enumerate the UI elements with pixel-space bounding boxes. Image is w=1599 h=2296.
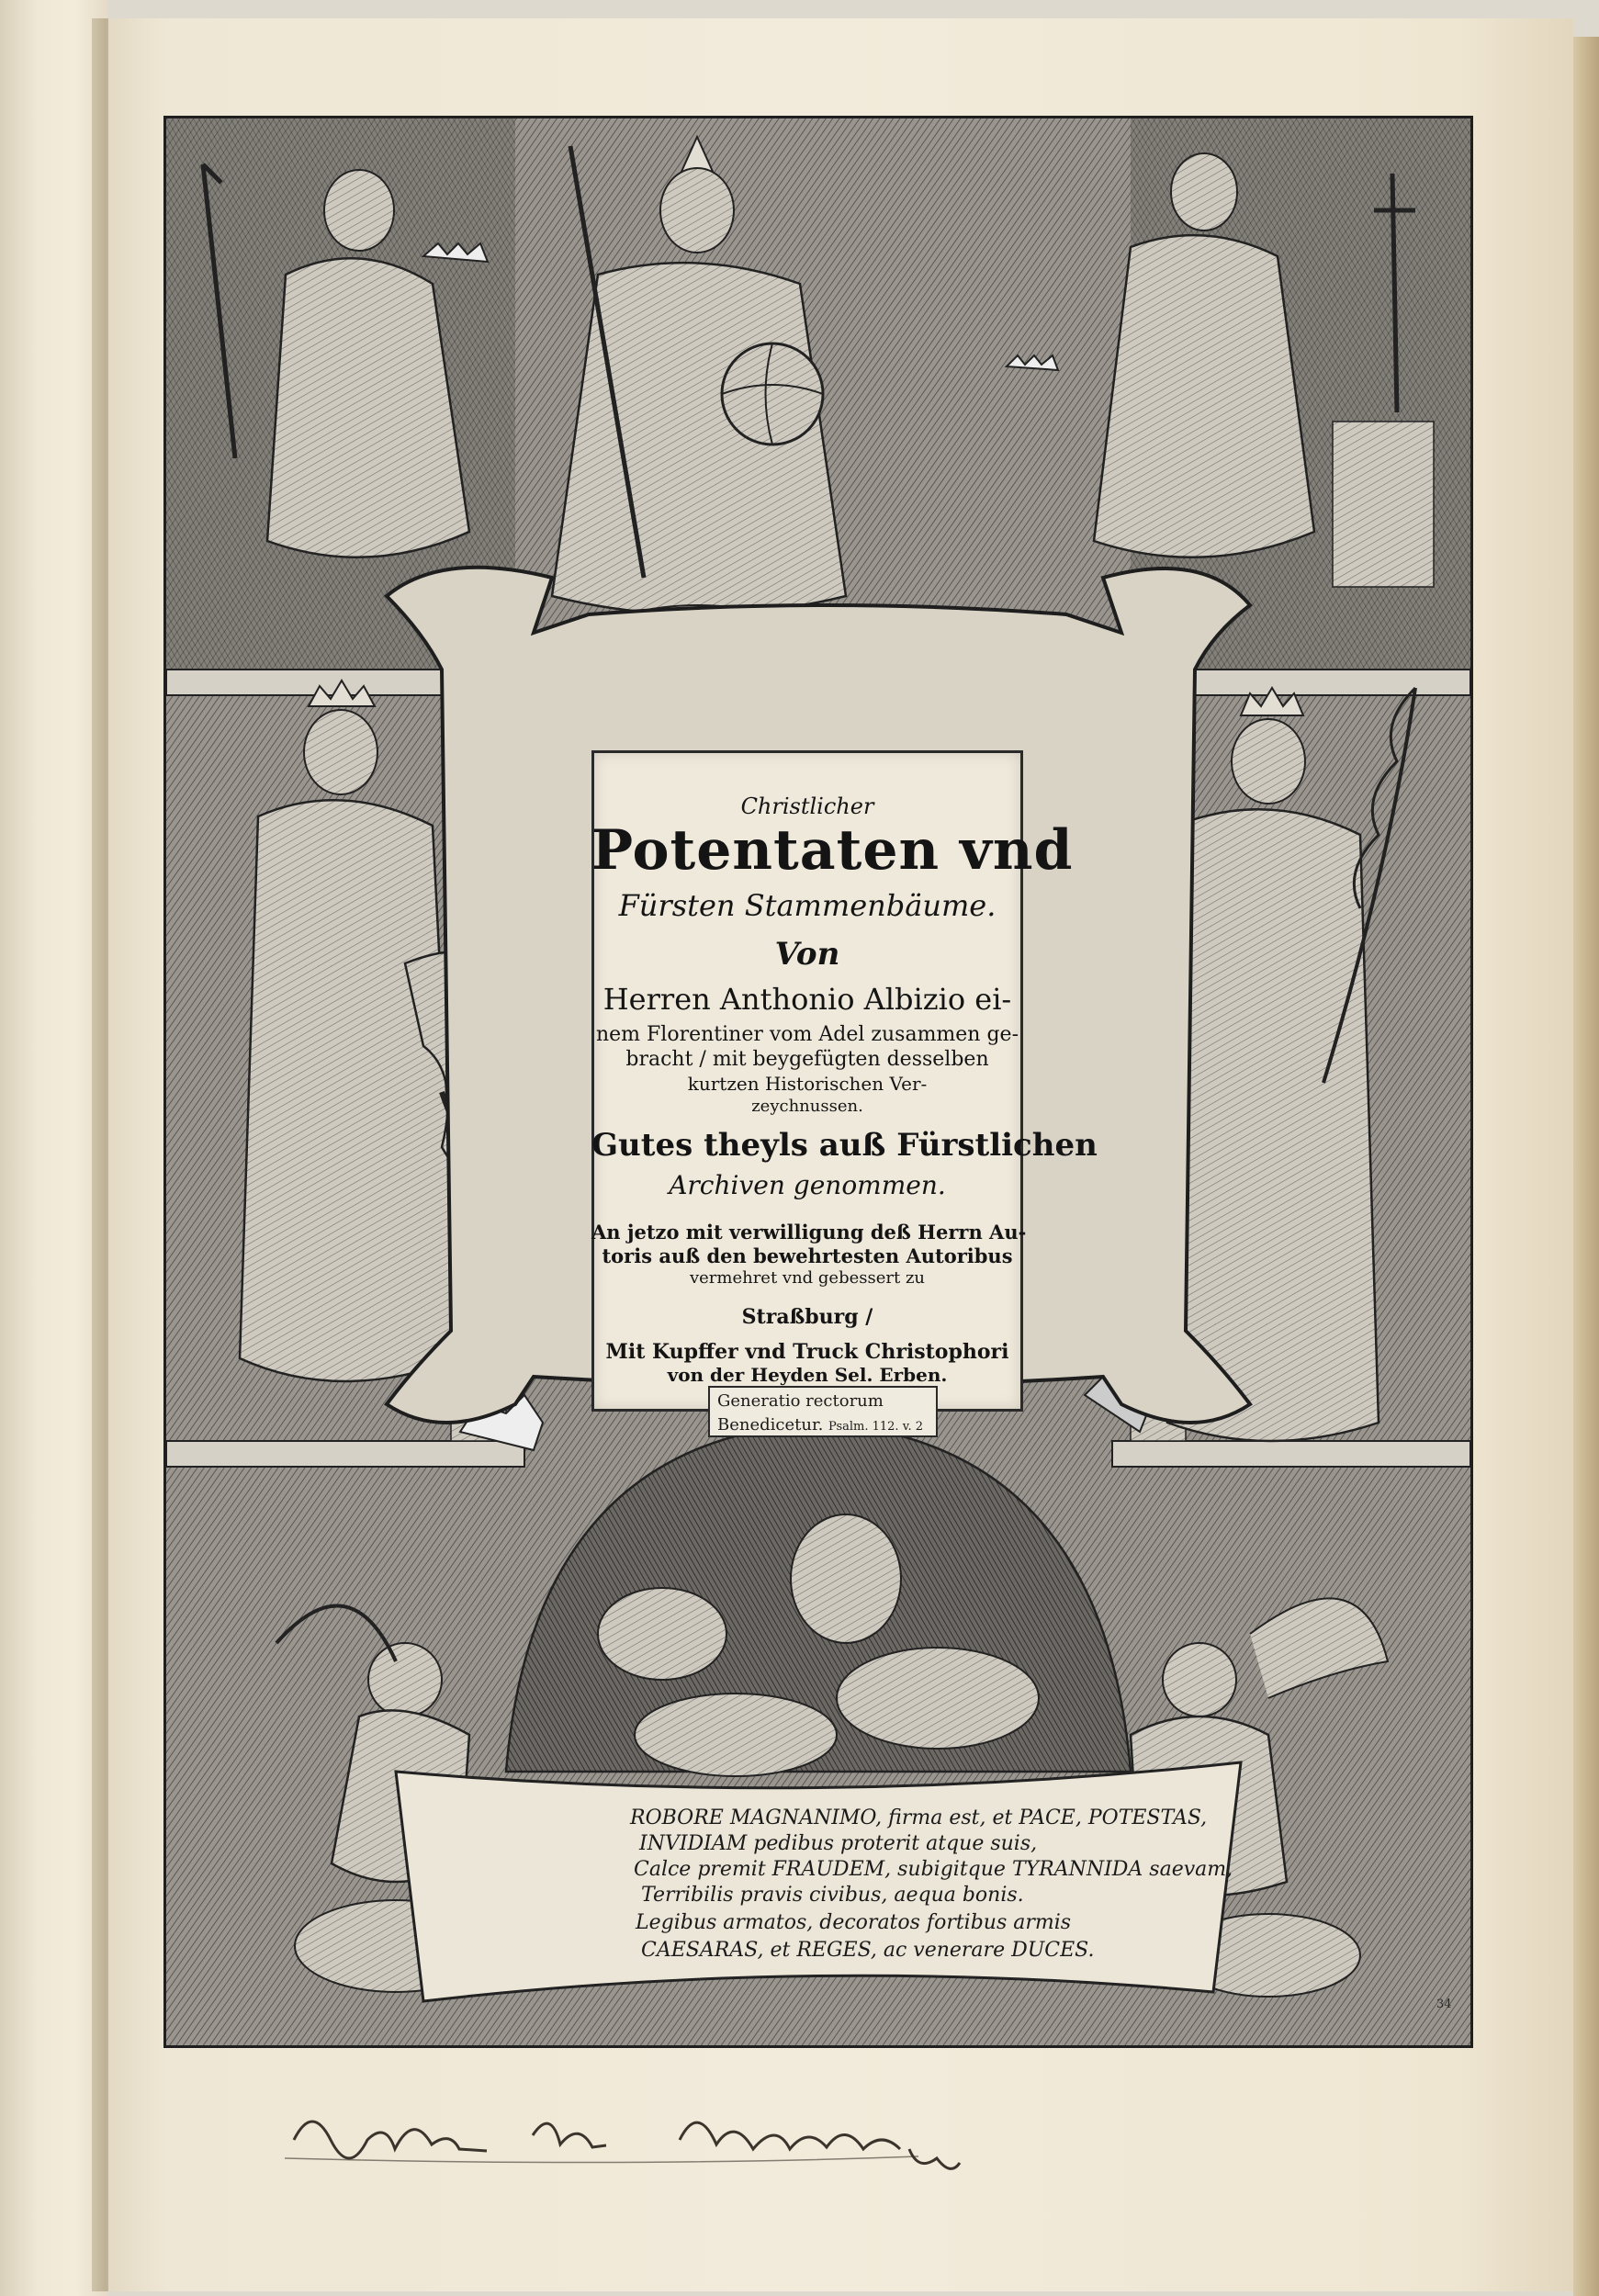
psalm-label [708, 1386, 938, 1437]
engraved-frontispiece [163, 116, 1473, 2048]
psalm-line-1: Generatio rectorum [717, 1391, 884, 1411]
banner-line-2: INVIDIAM pedibus proterit atque suis, [639, 1832, 1038, 1855]
page-edge [1573, 37, 1599, 2296]
title-line-8: kurtzen Historischen Ver- [687, 1073, 928, 1095]
main-title: Potentaten vnd [591, 818, 1074, 883]
psalm-text: Benedicetur. [717, 1415, 824, 1435]
title-line-von: Von [774, 936, 840, 973]
title-line-14: vermehret vnd gebessert zu [689, 1268, 926, 1288]
title-line-6: nem Florentiner vom Adel zusammen ge- [595, 1023, 1019, 1046]
psalm-line-2 [717, 1413, 929, 1439]
title-line-10: Gutes theyls auß Fürstlichen [591, 1127, 1098, 1164]
handwritten-signature [276, 2085, 974, 2186]
author-line: Herren Anthonio Albizio ei- [602, 982, 1012, 1017]
title-line-9: zeychnussen. [751, 1097, 863, 1116]
imprint-place: Straßburg / [741, 1305, 873, 1329]
title-line-11: Archiven genommen. [669, 1170, 946, 1200]
title-line-7: bracht / mit beygefügten desselben [625, 1048, 989, 1071]
title-line-13: toris auß den bewehrtesten Autoribus [602, 1244, 1013, 1267]
banner-line-1: ROBORE MAGNANIMO, firma est, et PACE, POTESTAS, [630, 1806, 1208, 1829]
title-cartouche [547, 706, 1098, 1441]
banner-line-6: CAESARAS, et REGES, ac venerare DUCES. [641, 1939, 1095, 1962]
plate-number: 34 [1436, 1998, 1452, 2011]
title-line-1: Christlicher [740, 793, 874, 819]
psalm-reference: Psalm. 112. v. 2 [828, 1420, 924, 1434]
subtitle: Fürsten Stammenbäume. [618, 888, 997, 923]
banner-line-4: Terribilis pravis civibus, aequa bonis. [641, 1884, 1024, 1907]
title-line-12: An jetzo mit verwilligung deß Herrn Au- [591, 1221, 1027, 1244]
motto-banner [557, 1783, 1233, 1985]
banner-line-3: Calce premit FRAUDEM, subigitque TYRANNIDA saevam, [634, 1858, 1233, 1881]
banner-line-5: Legibus armatos, decoratos fortibus armis [636, 1911, 1072, 1934]
imprint-heirs: von der Heyden Sel. Erben. [667, 1364, 948, 1386]
imprint-printer: Mit Kupffer vnd Truck Christophori [605, 1340, 1009, 1364]
